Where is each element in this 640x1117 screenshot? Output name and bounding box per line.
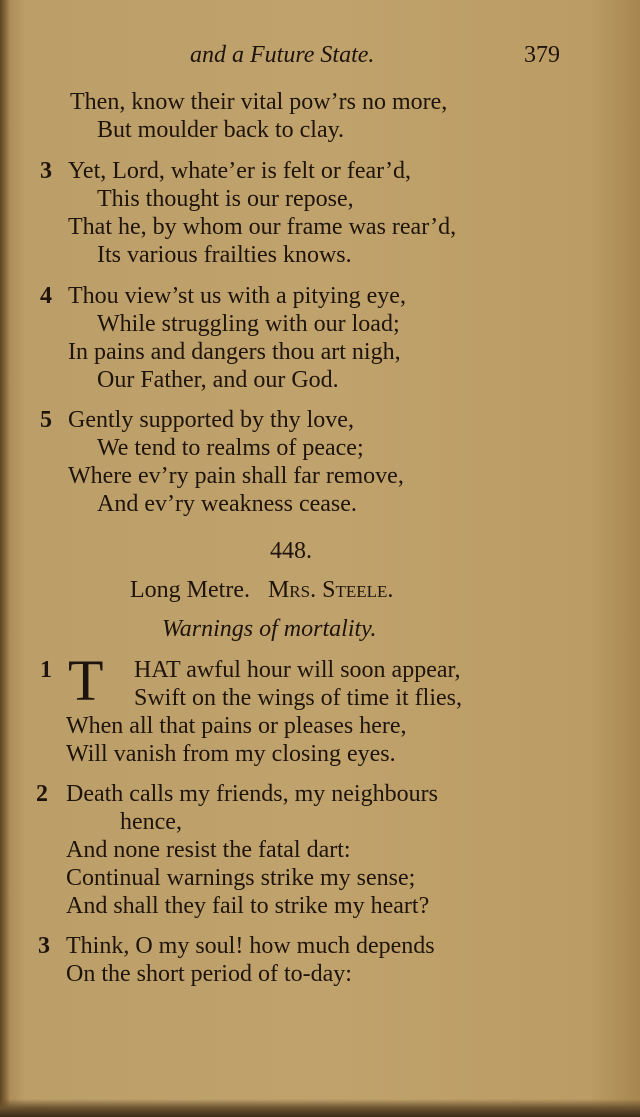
stanza-number: 4 xyxy=(40,283,52,309)
stanza-number: 2 xyxy=(36,781,48,807)
hymn-number: 448. xyxy=(270,538,312,564)
hymn-meter: Long Metre. xyxy=(130,577,250,603)
stanza-number: 1 xyxy=(40,657,52,683)
page-number: 379 xyxy=(524,42,560,68)
verse-line: Yet, Lord, whate’er is felt or fear’d, xyxy=(68,158,411,184)
verse-line: Death calls my friends, my neighbours xyxy=(66,781,438,807)
verse-line: And ev’ry weakness cease. xyxy=(97,491,357,517)
drop-cap: T xyxy=(68,648,104,713)
hymn-meter-line xyxy=(130,577,393,604)
stanza-number: 5 xyxy=(40,407,52,433)
verse-line: We tend to realms of peace; xyxy=(97,435,364,461)
page-left-edge xyxy=(0,0,10,1117)
verse-line: Will vanish from my closing eyes. xyxy=(66,741,396,767)
stanza-number: 3 xyxy=(38,933,50,959)
verse-line: Then, know their vital pow’rs no more, xyxy=(70,89,448,115)
verse-line: And none resist the fatal dart: xyxy=(66,837,351,863)
running-head-title: and a Future State. xyxy=(190,42,375,68)
verse-line: In pains and dangers thou art nigh, xyxy=(68,339,401,365)
hymn-author: Mrs. Steele. xyxy=(267,577,394,603)
verse-line: Think, O my soul! how much depends xyxy=(66,933,435,959)
verse-line: Continual warnings strike my sense; xyxy=(66,865,416,891)
verse-line: That he, by whom our frame was rear’d, xyxy=(68,214,457,240)
verse-line: This thought is our repose, xyxy=(97,186,354,212)
page-bottom-edge xyxy=(0,1099,640,1117)
verse-line: Thou view’st us with a pitying eye, xyxy=(68,283,406,309)
verse-line: Swift on the wings of time it flies, xyxy=(134,685,462,711)
verse-line: And shall they fail to strike my heart? xyxy=(66,893,430,919)
verse-line: But moulder back to clay. xyxy=(97,117,345,143)
running-head xyxy=(0,42,640,76)
verse-line: HAT awful hour will soon appear, xyxy=(134,657,461,683)
hymn-subject: Warnings of mortality. xyxy=(162,616,377,642)
verse-line: When all that pains or pleases here, xyxy=(66,713,407,739)
verse-line: hence, xyxy=(120,809,182,835)
verse-line: Gently supported by thy love, xyxy=(68,407,354,433)
verse-line: Its various frailties knows. xyxy=(97,242,352,268)
verse-line: Our Father, and our God. xyxy=(97,367,339,393)
stanza-number: 3 xyxy=(40,158,52,184)
verse-line: While struggling with our load; xyxy=(97,311,400,337)
verse-line: Where ev’ry pain shall far remove, xyxy=(68,463,404,489)
verse-line: On the short period of to-day: xyxy=(66,961,352,987)
